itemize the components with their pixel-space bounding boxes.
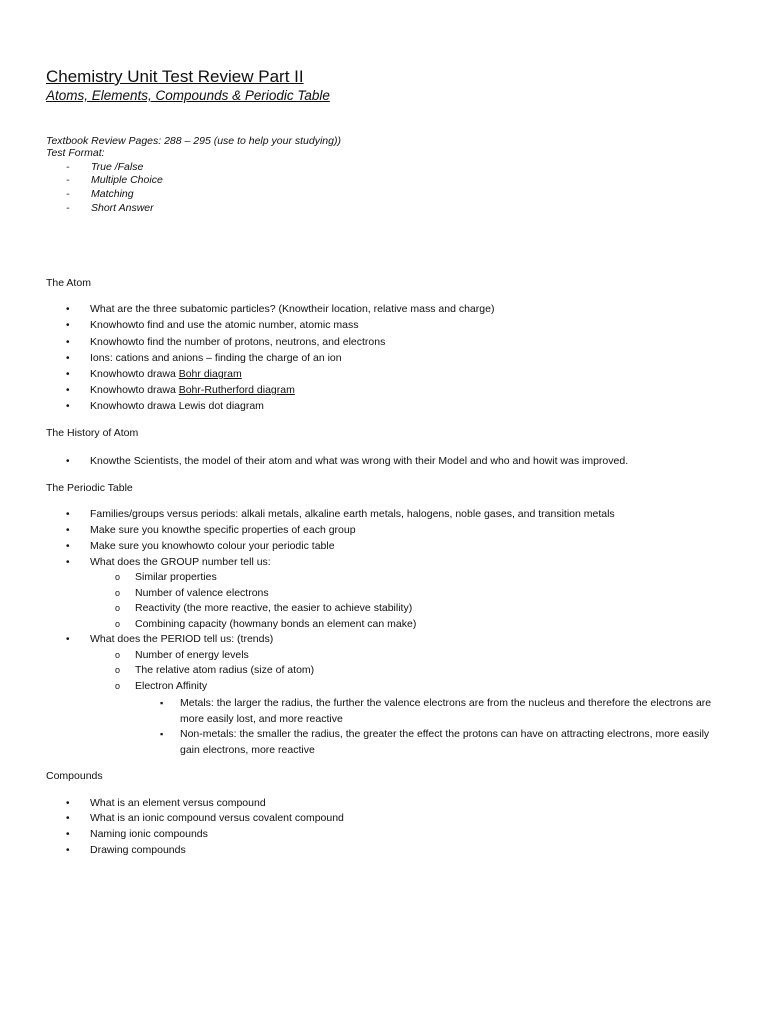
- sub-list-item: o Combining capacity (howmany bonds an element can make): [115, 618, 417, 630]
- section-heading-compounds: Compounds: [46, 770, 103, 782]
- sub-list-item: o Similar properties: [115, 571, 217, 583]
- list-item: • Make sure you knowthe specific properties of each group: [66, 524, 356, 536]
- list-item: • Families/groups versus periods: alkali metals, alkaline earth metals, halogens, noble gases, and transition metals: [66, 508, 615, 520]
- test-format-item: - Matching: [66, 188, 134, 200]
- list-item: • What does the GROUP number tell us:: [66, 556, 271, 568]
- page-subtitle: Atoms, Elements, Compounds & Periodic Table: [46, 88, 330, 103]
- list-item: • Naming ionic compounds: [66, 828, 208, 840]
- test-format-item: - Short Answer: [66, 202, 154, 214]
- list-item: • Knowhowto find and use the atomic number, atomic mass: [66, 319, 359, 331]
- sub-list-item: o Electron Affinity: [115, 680, 208, 692]
- section-heading-atom: The Atom: [46, 277, 91, 289]
- list-item: • Knowhowto drawa Bohr diagram: [66, 368, 242, 380]
- bohr-diagram-link[interactable]: Bohr diagram: [178, 368, 242, 380]
- sub-list-item: o Reactivity (the more reactive, the easier to achieve stability): [115, 602, 413, 614]
- sub-list-item: o Number of valence electrons: [115, 587, 269, 599]
- section-heading-history: The History of Atom: [46, 427, 139, 439]
- sub-sub-list-item: ▪ Metals: the larger the radius, the further the valence electrons are from the nucleus and therefore the electrons are more easily lost, and more reactive: [160, 697, 712, 725]
- bohr-rutherford-diagram-link[interactable]: Bohr-Rutherford diagram: [178, 384, 295, 396]
- textbook-review-line: Textbook Review Pages: 288 – 295 (use to help your studying)): [46, 135, 341, 147]
- test-format-item: - True /False: [66, 161, 144, 173]
- list-item: • Knowthe Scientists, the model of their atom and what was wrong with their Model and who and howit was improved.: [66, 455, 629, 467]
- test-format-item: - Multiple Choice: [66, 174, 163, 186]
- list-item: • What is an element versus compound: [66, 797, 266, 809]
- sub-list-item: o The relative atom radius (size of atom): [115, 664, 315, 676]
- sub-sub-list-item: ▪ Non-metals: the smaller the radius, the greater the effect the protons can have on attracting electrons, more easily gain electrons, more reactive: [160, 728, 710, 756]
- list-item: • Knowhowto find the number of protons, neutrons, and electrons: [66, 336, 386, 348]
- sub-list-item: o Number of energy levels: [115, 649, 249, 661]
- list-item: • Drawing compounds: [66, 844, 186, 856]
- section-heading-periodic-table: The Periodic Table: [46, 482, 133, 494]
- list-item: • Knowhowto drawa Bohr-Rutherford diagram: [66, 384, 295, 396]
- list-item: • Ions: cations and anions – finding the charge of an ion: [66, 352, 342, 364]
- page-title: Chemistry Unit Test Review Part II: [46, 67, 304, 86]
- list-item: • What is an ionic compound versus covalent compound: [66, 812, 344, 824]
- list-item: • Make sure you knowhowto colour your periodic table: [66, 540, 335, 552]
- test-format-label: Test Format:: [46, 147, 105, 159]
- list-item: • Knowhowto drawa Lewis dot diagram: [66, 400, 264, 412]
- list-item: • What are the three subatomic particles? (Knowtheir location, relative mass and charge): [66, 303, 495, 315]
- list-item: • What does the PERIOD tell us: (trends): [66, 633, 274, 645]
